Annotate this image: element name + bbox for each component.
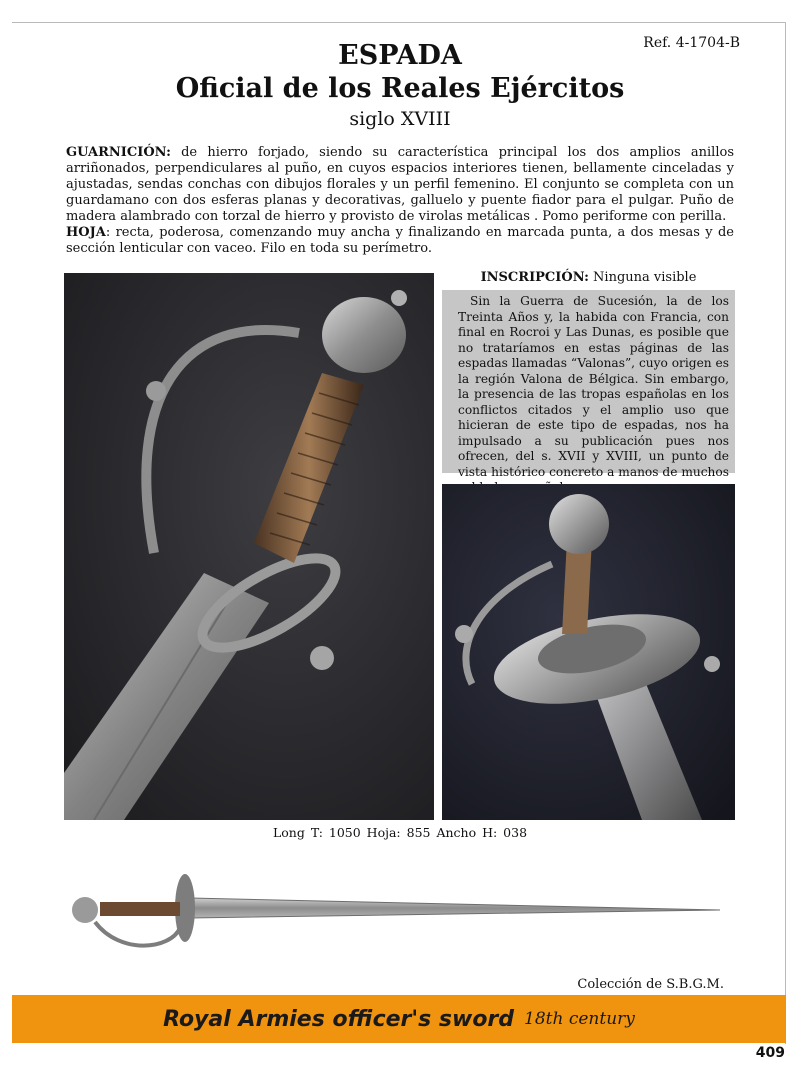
sword-hilt-image <box>64 273 434 820</box>
page-number: 409 <box>755 1045 785 1061</box>
inscription-label: INSCRIPCIÓN: <box>480 270 589 285</box>
history-text-box: Sin la Guerra de Sucesión, la de los Treinta Años y, la habida con Francia, con final en Rocroi y Las Dunas, es posible que no trataríamos en estas páginas de las espadas llamadas “Valonas”, cuyo origen es la región Valona de Bélgica. Sin embargo, la presencia de las tropas españolas en los conflictos citados y el amplio uso que hicieran de este tipo de espadas, nos ha impulsado a su publicación pues nos ofrecen, del s. XVII y XVIII, un punto de vista histórico concreto a manos de muchos <box>442 290 735 473</box>
banner-title: Royal Armies officer's sword <box>163 1006 515 1032</box>
page-title: ESPADA <box>338 40 462 71</box>
inscription-value: Ninguna visible <box>588 270 697 285</box>
collection-credit: Colección de S.B.G.M. <box>577 977 724 992</box>
hoja-label: HOJA <box>66 225 106 240</box>
banner-century: 18th century <box>524 1009 635 1029</box>
hoja-text: : recta, poderosa, comenzando muy ancha y finalizando en marcada punta, a dos mesas y de sección lenticular con vaceo. Filo en toda su perímetro. <box>66 225 734 256</box>
dimensions: Long T: 1050 Hoja: 855 Ancho H: 038 <box>272 825 528 840</box>
page-subtitle: Oficial de los Reales Ejércitos <box>175 73 625 104</box>
hilt-photo-right <box>442 484 735 820</box>
description-text <box>66 145 734 257</box>
full-sword-image <box>60 860 740 950</box>
reference-number: Ref. 4-1704-B <box>643 35 740 51</box>
sword-guard-image <box>442 484 735 820</box>
guarnicion-text: de hierro forjado, siendo su característica principal los dos amplios anillos arriñonados, perpendiculares al puño, en cuyos espacios interiores tienen, bellamente cinceladas y ajustadas, sendas conchas con dibujos florales y un perfil femenino. El conjunto se completa con un guardamano con dos esferas planas y decorativas, galluelo y puente fiador para el pulgar. Puño de madera alambrado con torzal de hierro y provisto de virolas metálicas . Pomo periforme con perilla. <box>66 145 734 224</box>
guarnicion-label: GUARNICIÓN: <box>66 145 171 160</box>
century-label: siglo XVIII <box>349 108 451 130</box>
english-title-banner <box>12 995 786 1043</box>
hilt-photo-left <box>64 273 434 820</box>
inscription-line <box>442 270 735 285</box>
